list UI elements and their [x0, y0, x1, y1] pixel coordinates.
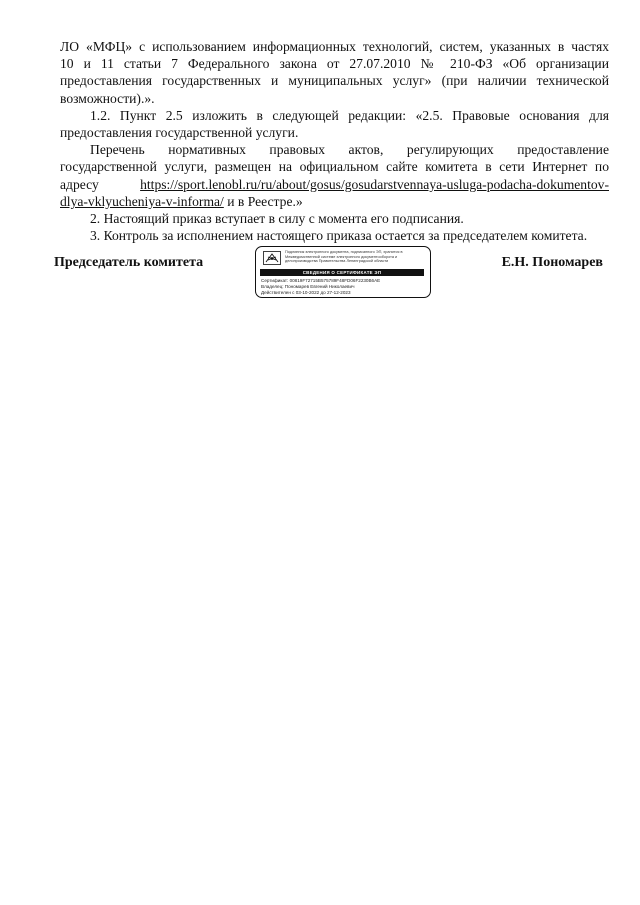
- paragraph-line: 1.2. Пункт 2.5 изложить в следующей редакции: «2.5. Правовые основания для: [90, 107, 609, 123]
- signatory-name: Е.Н. Пономарев: [501, 255, 603, 270]
- paragraph-line: ЛО «МФЦ» с использованием информационных технологий, систем, указанных в частях: [60, 39, 609, 54]
- stamp-header: СВЕДЕНИЯ О СЕРТИФИКАТЕ ЭП: [260, 269, 424, 276]
- paragraph-line: Перечень нормативных правовых актов, регулирующих предоставление: [90, 142, 609, 158]
- paragraph-line: предоставления государственной услуги.: [60, 125, 299, 141]
- certificate-owner: Владелец: Пономарев Евгений Николаевич: [261, 284, 355, 289]
- paragraph-line: 10 и 11 статьи 7 Федерального закона от 27.07.2010 № 210-ФЗ «Об организации: [60, 56, 609, 72]
- electronic-signature-stamp: [255, 246, 431, 298]
- paragraph-line: [60, 193, 609, 210]
- coat-of-arms-icon: [263, 251, 281, 265]
- paragraph-line: [60, 176, 609, 193]
- committee-site-link-continued[interactable]: dlya-vklyucheniya-v-informa/: [60, 193, 224, 209]
- paragraph-line: государственной услуги, размещен на официальном сайте комитета в сети Интернет по: [60, 159, 609, 175]
- address-label: адресу: [60, 176, 99, 192]
- paragraph-line: предоставления государственных и муниципальных услуг» (при наличии технической: [60, 73, 609, 89]
- signatory-title: Председатель комитета: [54, 255, 204, 270]
- stamp-note: Подлинник электронного документа, подписанного ЭП, хранится в Межведомственной системе электронного документооборота и делопроизводства Правительства Ленинградской области: [285, 250, 403, 264]
- paragraph-line: возможности).».: [60, 90, 155, 106]
- certificate-validity: Действителен с 03-10-2022 до 27-12-2023: [261, 290, 351, 295]
- paragraph-line: 2. Настоящий приказ вступает в силу с момента его подписания.: [90, 211, 464, 227]
- registry-text: и в Реестре.»: [223, 193, 303, 209]
- committee-site-link[interactable]: https://sport.lenobl.ru/ru/about/gosus/gosudarstvennaya-usluga-podacha-dokumentov-: [140, 176, 609, 192]
- signature-block: [54, 246, 609, 306]
- paragraph-line: 3. Контроль за исполнением настоящего приказа остается за председателем комитета.: [90, 228, 588, 244]
- document-page: [54, 38, 609, 295]
- certificate-number: Сертификат: 00819F72715B575789F48FD06F2230B6AE: [261, 278, 381, 283]
